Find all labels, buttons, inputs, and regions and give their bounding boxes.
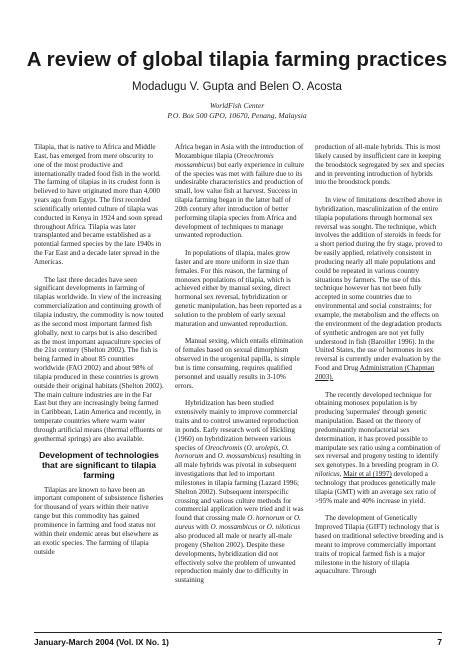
- col2-p4-g: ) resulting in all male hybrids was pivotal in subsequent investigations that led to important milestones in tilapia farming (Lazard 1996; Shelton 2002). Subsequent interspecific crossing and various culture methods for commercial application were tried and it was found that crossing male: [175, 452, 304, 523]
- col1-paragraph-2: The last three decades have seen significant developments in farming of tilapias worldwide. In view of the increasing commercialization and continuing growth of tilapia industry, the commodity is now touted as the second most important farmed fish globally, next to carps but is also described as the most important aquaculture species of the 21st century (Shelton 2002). The fish is being farmed in about 85 countries worldwide (FAO 2002) and about 98% of tilapia produced in these countries is grown outside their original habitats (Shelton 2002). The main culture industries are in the Far East but they are increasingly being farmed in Caribbean, Latin America and recently, in temperate countries where warm water through artificial means (thermal effluents or geothermal springs) are also available.: [34, 275, 164, 443]
- col3-p3-species: O. niloticus: [315, 461, 439, 479]
- col2-p4-k: with: [194, 523, 211, 532]
- col2-p1-text-c: ) but early experience in culture of the species was met with failure due to its undesirable characteristics and production of small, low value fish at harvest. Success in tilapia farming began in the latter half of 20th century after introduction of better performing tilapia species from Africa and development of techniques to manage unwanted reproduction.: [175, 160, 305, 240]
- col3-paragraph-1: production of all-male hybrids. This is most likely caused by insufficient care in keeping the broodstock segregated by sex and species and in preventing introduction of hybrids into the broodstock ponds.: [315, 143, 445, 187]
- col2-paragraph-2: In populations of tilapia, males grow faster and are more uniform in size than females. For this reason, the farming of monosex populations of tilapia, which is achieved either by manual sexing, direct hormonal sex reversal, hybridization or genetic manipulation, has been reported as a solution to the problem of early sexual maturation and unwanted reproduction.: [175, 249, 302, 328]
- col2-p4-h: O. hornorum: [247, 514, 285, 523]
- column-3: [315, 143, 445, 576]
- col3-p3-citation-link[interactable]: Mair et al (1997): [343, 470, 392, 479]
- column-1: [34, 143, 164, 556]
- footer-issue: January-March 2004 (Vol. IX No. 1): [34, 637, 169, 647]
- article-title: A review of global tilapia farming practices: [26, 48, 448, 71]
- affiliation-line1: WorldFish Center: [209, 101, 265, 110]
- col3-p2-citation-link[interactable]: Administration (Chapman 2003).: [315, 364, 435, 381]
- col2-p4-b: Oreochromis: [205, 443, 243, 452]
- col2-p4-l: O. mossambicus: [210, 523, 258, 532]
- col3-paragraph-3: [315, 391, 445, 506]
- col2-paragraph-3: Manual sexing, which entails elimination of females based on sexual dimorphism observed in the urogenital papilla, is simple but is time consuming, requires qualified personnel and usually results in 3-10% errors.: [175, 337, 303, 390]
- col2-p4-m: or: [257, 523, 267, 532]
- footer-divider: [34, 632, 442, 633]
- col2-paragraph-1: [175, 143, 305, 240]
- col2-p4-j: O. aureus: [175, 514, 301, 532]
- column-2: [175, 143, 305, 585]
- col3-p3-e: developed a technology that produces genetically male tilapia (GMT) with an average sex ratio of >95% male and 40% increase in yield.: [315, 470, 437, 505]
- col3-p3-c: ,: [339, 470, 344, 479]
- col1-paragraph-1: Tilapia, that is native to Africa and Middle East, has emerged from mere obscurity to one of the most productive and internationally traded food fish in the world. The farming of tilapias in its crudest form is believed to have originated more than 4,000 years ago from Egypt. The first recorded scientifically oriented culture of tilapia was conducted in Kenya in 1924 and soon spread throughout Africa. Tilapia was later transplanted and became established as a potential farmed species by the late 1940s in the Far East and a decade later spread in the Americas.: [34, 143, 163, 266]
- col2-p4-c: (: [242, 443, 247, 452]
- col2-p4-f: O. mossambicus: [217, 452, 265, 461]
- col3-paragraph-2: [315, 196, 445, 382]
- col2-p4-o: also produced all male or nearly all-male progeny (Shelton 2002). Despite these developments, hybridization did not effectively solve the problem of unwanted reproduction mainly due to difficulty in sustaining: [175, 531, 296, 585]
- affiliation: [0, 101, 474, 121]
- col2-p1-species: Oreochromis mossambicus: [175, 151, 274, 169]
- col2-p4-e: and: [203, 452, 218, 461]
- col2-p4-a: Hybridization has been studied extensively mainly to improve commercial traits and to control unwanted reproduction in ponds. Early research work of Hickling (1960) on hybridization between various species of: [175, 399, 299, 452]
- col2-p4-n: O. niloticus: [266, 523, 301, 532]
- col2-p1-text-a: Africa began in Asia with the introduction of Mozambique tilapia (: [175, 143, 304, 160]
- col2-p4-d: O. urolepis, O. hornorum: [175, 443, 289, 461]
- col3-paragraph-4: The development of Genetically Improved Tilapia (GIFT) technology that is based on traditional selective breeding and is meant to improve commercially important traits of tropical farmed fish is a major milestone in the history of tilapia aquaculture. Through: [315, 514, 444, 576]
- article-authors: Modadugu V. Gupta and Belen O. Acosta: [132, 81, 342, 93]
- col3-p3-a: The recently developed technique for obtaining monosex population is by producing 'supermales' through genetic manipulation. Based on the theory of predominantly monofactorial sex determination, it has proved possible to manipulate sex ratio using a combination of sex reversal and progeny testing to identify sex genotypes. In a breeding program in: [315, 390, 441, 470]
- section-heading: Development of technologies that are significant to tilapia farming: [39, 449, 159, 480]
- footer-page-number: 7: [437, 637, 442, 647]
- col1-paragraph-3: Tilapias are known to have been an important component of subsistence fisheries for thousand of years within their native range but this commodity has gained prominence in farming and food status not within their endemic areas but elsewhere as an exotic species. The farming of tilapia outside: [34, 485, 164, 556]
- col2-paragraph-4: [175, 399, 305, 585]
- col3-p2-a: In view of limitations described above in hybridization, masculinization of the entire tilapia populations through hormonal sex reversal was sought. The technique, which involves the addition of steroids in feeds for a short period during the fry stage, proved to be easily applied, relatively consistent in producing nearly all male populations and could be repeated in various country situations by farmers. The use of this technique however has not been fully accepted in some countries due to environmental and social constraints; for example, the metabolism and the effects on the environment of the degradation products of synthetic androgen are not yet fully understood in fish (Baroiller 1996). In the United States, the use of hormones in sex reversal is currently under evaluation by the Food and Drug: [315, 196, 443, 373]
- affiliation-line2: P.O. Box 500 GPO, 10670, Penang, Malaysia: [167, 111, 307, 120]
- col2-p4-i: or: [284, 514, 295, 523]
